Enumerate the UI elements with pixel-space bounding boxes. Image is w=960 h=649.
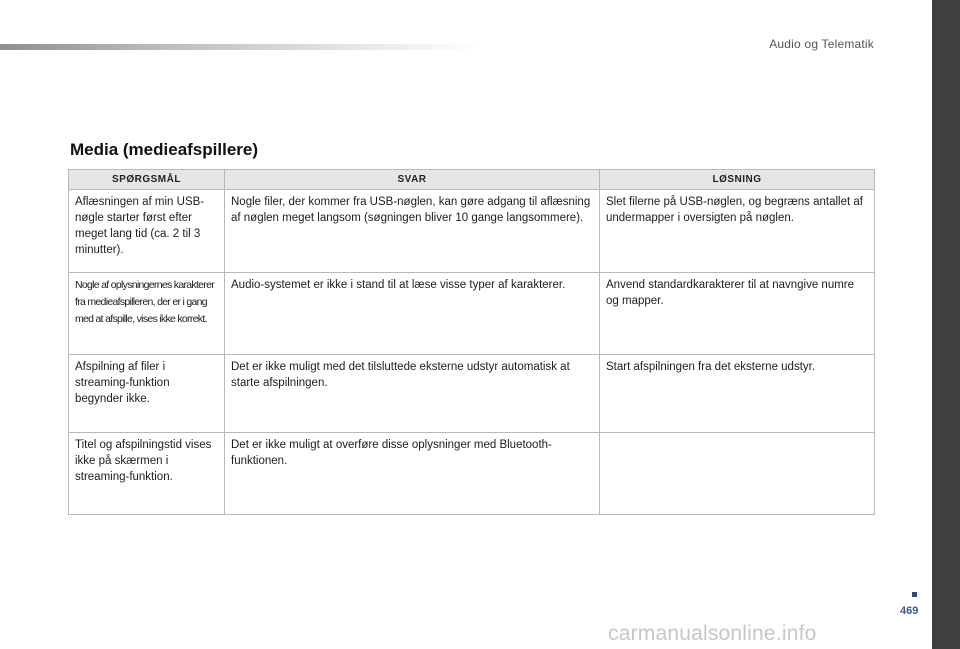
answer-cell: Audio-systemet er ikke i stand til at læse visse typer af karakterer.: [225, 273, 600, 355]
solution-cell: Slet filerne på USB-nøglen, og begræns antallet af undermapper i oversigten på nøglen.: [600, 190, 875, 273]
column-header-solution: LØSNING: [600, 170, 875, 190]
faq-table: [68, 169, 875, 515]
column-header-answer: SVAR: [225, 170, 600, 190]
question-cell: Nogle af oplysningernes karakterer fra medieafspilleren, der er i gang med at afspille, vises ikke korrekt.: [69, 273, 225, 355]
answer-cell: Det er ikke muligt med det tilsluttede eksterne udstyr automatisk at starte afspilningen.: [225, 355, 600, 433]
header-gradient-bar: [0, 44, 480, 50]
question-cell: Titel og afspilningstid vises ikke på skærmen i streaming-funktion.: [69, 433, 225, 515]
table-header-row: [69, 170, 875, 190]
solution-cell: Anvend standardkarakterer til at navngive numre og mapper.: [600, 273, 875, 355]
solution-cell: Start afspilningen fra det eksterne udstyr.: [600, 355, 875, 433]
answer-cell: Nogle filer, der kommer fra USB-nøglen, kan gøre adgang til aflæsning af nøglen meget langsom (søgningen bliver 10 gange langsommere).: [225, 190, 600, 273]
table-row: [69, 190, 875, 273]
question-cell: Afspilning af filer i streaming-funktion begynder ikke.: [69, 355, 225, 433]
section-header-title: Audio og Telematik: [769, 37, 874, 51]
solution-cell: [600, 433, 875, 515]
column-header-question: SPØRGSMÅL: [69, 170, 225, 190]
answer-cell: Det er ikke muligt at overføre disse oplysninger med Bluetooth-funktionen.: [225, 433, 600, 515]
table-row: [69, 355, 875, 433]
watermark-text: carmanualsonline.info: [608, 622, 817, 645]
table-row: [69, 273, 875, 355]
right-edge-tab: [932, 0, 960, 649]
question-cell: Aflæsningen af min USB-nøgle starter først efter meget lang tid (ca. 2 til 3 minutter).: [69, 190, 225, 273]
page-title: Media (medieafspillere): [70, 140, 259, 159]
page-marker-icon: [912, 592, 917, 597]
page-number: 469: [900, 605, 919, 617]
table-row: [69, 433, 875, 515]
